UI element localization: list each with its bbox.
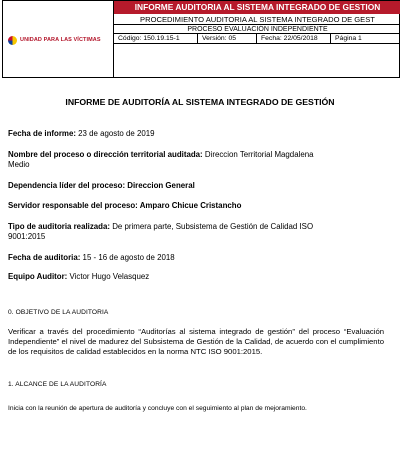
logo-text: UNIDAD PARA LAS VÍCTIMAS [20,37,101,43]
field-value: 23 de agosto de 2019 [75,129,155,138]
header-process: PROCESO EVALUACIÓN INDEPENDIENTE [114,25,400,34]
section-0-heading: 0. OBJETIVO DE LA AUDITORIA [8,309,109,316]
logo-cell [3,1,114,77]
header-title: INFORME AUDITORIA AL SISTEMA INTEGRADO DE GESTION [114,1,400,14]
field-proceso [8,150,314,160]
field-servidor [8,201,241,211]
field-equipo [8,272,149,282]
field-value: Medio [8,160,30,169]
document-title: INFORME DE AUDITORÍA AL SISTEMA INTEGRADO DE GESTIÓN [65,97,335,107]
field-value: 15 - 16 de agosto de 2018 [80,253,175,262]
document-header [2,0,400,78]
field-value: De primera parte, Subsistema de Gestión de Calidad ISO [110,222,314,231]
field-value: Victor Hugo Velasquez [67,272,150,281]
header-date: Fecha: 22/05/2018 [257,34,331,44]
field-label: Tipo de auditoria realizada: [8,222,111,231]
field-fecha-informe [8,129,155,139]
field-label: Dependencia líder del proceso: Direccion General [8,181,195,190]
field-label: Nombre del proceso o dirección territorial auditada: [8,150,203,159]
field-value: Direccion Territorial Magdalena [202,150,314,159]
section-0-text: Verificar a través del procedimiento “Auditorías al sistema integrado de gestión” del proceso “Evaluación Independiente” el nivel de madurez del Subsistema de Gestión de la Calidad, de acuerdo con el cumplimiento de los requisitos de calidad establecidos en la norma NTC ISO 9001:2015. [8,327,384,357]
field-value: 9001:2015 [8,232,46,241]
section-1-text: Inicia con la reunión de apertura de auditoría y concluye con el seguimiento al plan de mejoramiento. [8,405,307,412]
field-dependencia [8,181,195,191]
field-tipo-cont [8,232,45,242]
field-label: Fecha de auditoria: [8,253,81,262]
header-code: Código: 150.19.15-1 [114,34,198,44]
field-label: Servidor responsable del proceso: Amparo Chicue Cristancho [8,201,242,210]
header-procedure: PROCEDIMIENTO AUDITORIA AL SISTEMA INTEGRADO DE GEST [114,14,400,25]
field-label: Equipo Auditor: [8,272,68,281]
field-tipo [8,222,313,232]
field-fecha-auditoria [8,253,175,263]
field-label: Fecha de informe: [8,129,76,138]
header-page: Página 1 [331,34,400,44]
section-1-heading: 1. ALCANCE DE LA AUDITORÍA [8,381,107,388]
header-version: Versión: 05 [198,34,257,44]
field-proceso-cont [8,160,30,170]
colombia-flag-icon [8,36,17,45]
